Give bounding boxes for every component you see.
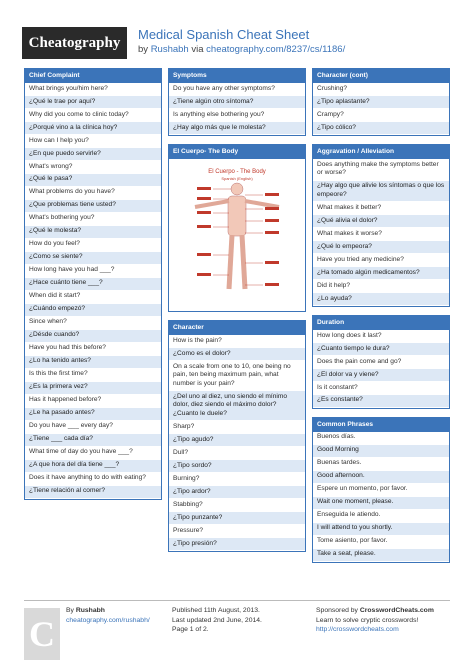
english-question: Is this the first time?	[25, 369, 161, 382]
spanish-translation: Good afternoon.	[313, 471, 449, 484]
english-question: How long does it last?	[313, 330, 449, 343]
english-question: What makes it worse?	[313, 228, 449, 241]
english-question: Why did you come to clinic today?	[25, 109, 161, 122]
english-question: Is anything else bothering you?	[169, 109, 305, 122]
spanish-translation: ¿Qué le trae por aquí?	[25, 96, 161, 109]
column-1	[24, 68, 162, 508]
english-question: Did it help?	[313, 280, 449, 293]
english-question: Crampy?	[313, 109, 449, 122]
author-link[interactable]: Rushabh	[150, 44, 189, 55]
spanish-translation: ¿Es la primera vez?	[25, 382, 161, 395]
spanish-translation: ¿Que problemas tiene usted?	[25, 200, 161, 213]
english-question: What's wrong?	[25, 161, 161, 174]
english-question: Buenas tardes.	[313, 458, 449, 471]
english-question: Is it constant?	[313, 382, 449, 395]
footer-divider	[24, 600, 450, 601]
page-title: Medical Spanish Cheat Sheet	[138, 27, 310, 42]
diagram-title: El Cuerpo - The Body	[208, 168, 266, 175]
section-heading: Character (cont)	[313, 69, 449, 83]
sheet-url-link[interactable]: cheatography.com/8237/cs/1186/	[206, 44, 346, 55]
english-question: Does anything make the symptoms better or worse?	[313, 159, 449, 181]
english-question: Tome asiento, por favor.	[313, 536, 449, 549]
spanish-translation: ¿Désde cuando?	[25, 330, 161, 343]
sponsor-name[interactable]: CrosswordCheats.com	[359, 607, 434, 614]
english-question: What makes it better?	[313, 202, 449, 215]
english-question: How can I help you?	[25, 135, 161, 148]
english-question: Burning?	[169, 473, 305, 486]
spanish-translation: ¿Tiene ___ cada día?	[25, 434, 161, 447]
english-question: Has it happened before?	[25, 395, 161, 408]
footer-author-link[interactable]: cheatography.com/rushabh/	[66, 616, 150, 624]
section-character	[168, 320, 306, 552]
section-common-phrases	[312, 417, 450, 563]
spanish-translation: ¿Tipo aplastante?	[313, 96, 449, 109]
page-number: Page 1 of 2.	[172, 626, 209, 633]
spanish-translation: ¿Ha tomado algún medicamentos?	[313, 267, 449, 280]
spanish-translation: ¿Cuándo empezó?	[25, 304, 161, 317]
sponsor-tagline: Learn to solve cryptic crosswords!	[316, 616, 419, 624]
spanish-translation: ¿A que hora del día tiene ___?	[25, 460, 161, 473]
sponsor-prefix: Sponsored by	[316, 607, 358, 614]
english-question: Pressure?	[169, 525, 305, 538]
spanish-translation: ¿Tipo punzante?	[169, 512, 305, 525]
english-question: Does it have anything to do with eating?	[25, 473, 161, 486]
spanish-translation: ¿Como se siente?	[25, 252, 161, 265]
column-2	[168, 68, 306, 560]
spanish-translation: ¿Qué le molesta?	[25, 226, 161, 239]
diagram-subtitle: Spanish (English)	[221, 175, 253, 181]
section-heading: Common Phrases	[313, 418, 449, 432]
spanish-translation: ¿Tiene relación al comer?	[25, 486, 161, 499]
via-label: via	[191, 44, 204, 55]
spanish-translation: ¿Qué le pasa?	[25, 174, 161, 187]
english-question: What problems do you have?	[25, 187, 161, 200]
column-3	[312, 68, 450, 571]
spanish-translation: I will attend to you shortly.	[313, 523, 449, 536]
spanish-translation: ¿El dolor va y viene?	[313, 369, 449, 382]
english-question: Do you have ___ every day?	[25, 421, 161, 434]
spanish-translation: ¿Lo ayuda?	[313, 293, 449, 306]
section-heading: El Cuerpo- The Body	[169, 145, 305, 159]
english-question: Do you have any other symptoms?	[169, 83, 305, 96]
spanish-translation: ¿Cuanto tiempo le dura?	[313, 343, 449, 356]
section-character-cont	[312, 68, 450, 136]
english-question: What time of day do you have ___?	[25, 447, 161, 460]
section-duration	[312, 315, 450, 409]
english-question: On a scale from one to 10, one being no pain, ten being maximum pain, what number is your pain?	[169, 361, 305, 391]
english-question: Have you tried any medicine?	[313, 254, 449, 267]
section-symptoms	[168, 68, 306, 136]
english-question: Have you had this before?	[25, 343, 161, 356]
footer-dates	[172, 606, 262, 635]
english-question: Buenos días.	[313, 432, 449, 445]
english-question: Crushing?	[313, 83, 449, 96]
english-question: What's bothering you?	[25, 213, 161, 226]
spanish-translation: ¿Hace cuánto tiene ___?	[25, 278, 161, 291]
spanish-translation: ¿Lo ha tenido antes?	[25, 356, 161, 369]
section-heading: Symptoms	[169, 69, 305, 83]
spanish-translation: ¿Tipo cólico?	[313, 122, 449, 135]
spanish-translation: ¿Tipo ardor?	[169, 486, 305, 499]
footer-author	[66, 606, 150, 625]
english-question: Since when?	[25, 317, 161, 330]
spanish-translation: ¿Tipo agudo?	[169, 434, 305, 447]
spanish-translation: Take a seat, please.	[313, 549, 449, 562]
english-question: Dull?	[169, 447, 305, 460]
spanish-translation: ¿Es constante?	[313, 395, 449, 408]
spanish-translation: Good Morning	[313, 445, 449, 458]
byline	[138, 44, 345, 55]
cheatography-c-logo: C	[24, 608, 60, 660]
spanish-translation: ¿Hay algo que alivie los síntomas o que los empeore?	[313, 181, 449, 203]
spanish-translation: ¿Qué alivia el dolor?	[313, 215, 449, 228]
spanish-translation: ¿Tipo presión?	[169, 538, 305, 551]
spanish-translation: ¿Qué lo empeora?	[313, 241, 449, 254]
english-question: What brings you/him here?	[25, 83, 161, 96]
english-question: Enseguida le atiendo.	[313, 510, 449, 523]
english-question: Stabbing?	[169, 499, 305, 512]
english-question: How long have you had ___?	[25, 265, 161, 278]
spanish-translation: ¿Del uno al diez, uno siendo el mínimo dolor, diez siendo el máximo dolor? ¿Cuanto le duele?	[169, 391, 305, 421]
footer	[0, 598, 474, 670]
updated-date: Last updated 2nd June, 2014.	[172, 616, 262, 624]
header	[0, 0, 474, 72]
spanish-translation: Wait one moment, please.	[313, 497, 449, 510]
footer-author-name: Rushabh	[75, 607, 105, 614]
section-aggravation-alleviation	[312, 144, 450, 307]
spanish-translation: ¿Tiene algún otro síntoma?	[169, 96, 305, 109]
section-heading: Chief Complaint	[25, 69, 161, 83]
published-date: Published 11th August, 2013.	[172, 607, 260, 614]
spanish-translation: ¿Le ha pasado antes?	[25, 408, 161, 421]
spanish-translation: ¿En que puedo servirle?	[25, 148, 161, 161]
section-chief-complaint	[24, 68, 162, 500]
english-question: Does the pain come and go?	[313, 356, 449, 369]
english-question: Espere un momento, por favor.	[313, 484, 449, 497]
english-question: When did it start?	[25, 291, 161, 304]
english-question: Sharp?	[169, 421, 305, 434]
footer-sponsor	[316, 606, 434, 635]
spanish-translation: ¿Como es el dolor?	[169, 348, 305, 361]
section-el-cuerpo-the-body	[168, 144, 306, 312]
cheatography-logo[interactable]: Cheatography	[22, 27, 127, 59]
by-label: by	[138, 44, 149, 55]
body-diagram-image	[169, 159, 305, 311]
spanish-translation: ¿Porqué vino a la clínica hoy?	[25, 122, 161, 135]
footer-by-label: By	[66, 607, 74, 614]
spanish-translation: ¿Hay algo más que le molesta?	[169, 122, 305, 135]
section-heading: Aggravation / Alleviation	[313, 145, 449, 159]
section-heading: Character	[169, 321, 305, 335]
spanish-translation: ¿Tipo sordo?	[169, 460, 305, 473]
english-question: How do you feel?	[25, 239, 161, 252]
section-heading: Duration	[313, 316, 449, 330]
sponsor-link[interactable]: http://crosswordcheats.com	[316, 626, 399, 633]
english-question: How is the pain?	[169, 335, 305, 348]
